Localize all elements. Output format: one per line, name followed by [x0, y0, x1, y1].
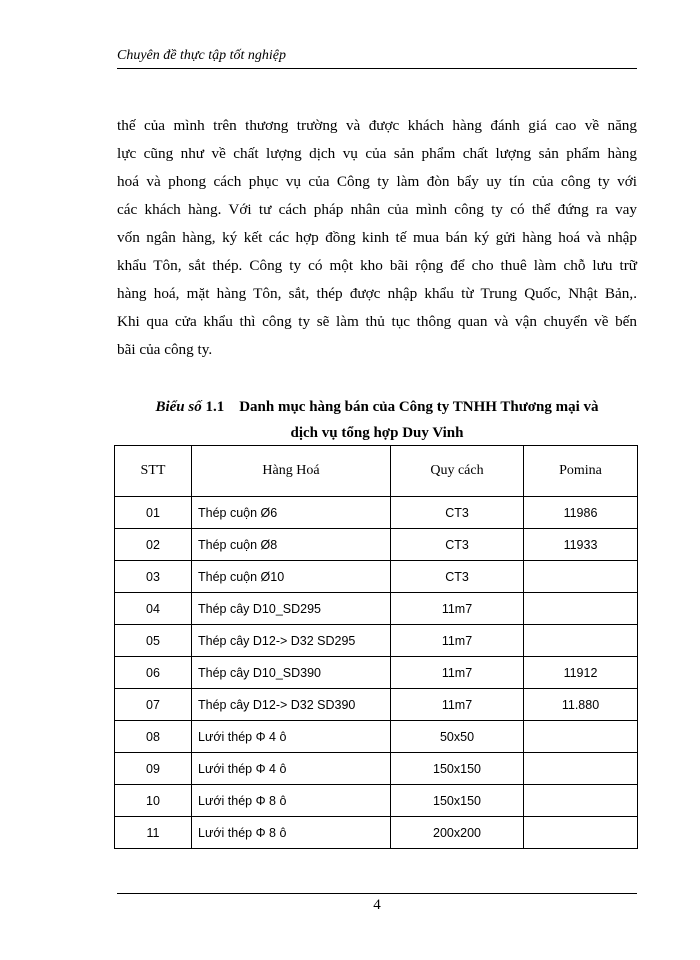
cell-stt: 08 — [115, 721, 192, 753]
caption-label: Biểu số — [155, 399, 202, 415]
cell-spec: CT3 — [391, 529, 524, 561]
paragraph-line: lực cũng như về chất lượng dịch vụ của sản phẩm chất lượng sản phẩm hàng — [117, 145, 637, 162]
cell-spec: CT3 — [391, 561, 524, 593]
page-header — [117, 46, 637, 69]
cell-stt: 04 — [115, 593, 192, 625]
paragraph-line: bãi của công ty. — [117, 341, 213, 358]
cell-goods: Lưới thép Φ 4 ô — [192, 721, 391, 753]
cell-stt: 01 — [115, 497, 192, 529]
cell-spec: 200x200 — [391, 817, 524, 849]
cell-goods: Thép cây D10_SD295 — [192, 593, 391, 625]
table-header-row — [115, 446, 638, 497]
cell-pomina: 11912 — [524, 657, 638, 689]
table-row — [115, 625, 638, 657]
cell-pomina: 11933 — [524, 529, 638, 561]
table-row — [115, 721, 638, 753]
paragraph-line: hoá và phong cách phục vụ của Công ty làm đòn bẩy uy tín của công ty với — [117, 173, 637, 190]
product-table — [114, 445, 638, 849]
header-title: Chuyên đề thực tập tốt nghiệp — [117, 48, 286, 63]
table-row — [115, 753, 638, 785]
table-caption — [117, 394, 637, 446]
table-row — [115, 785, 638, 817]
paragraph-line: hàng hoá, mặt hàng Tôn, sắt, thép được nhập khẩu từ Trung Quốc, Nhật Bản,. — [117, 285, 637, 302]
table-row — [115, 497, 638, 529]
cell-pomina — [524, 721, 638, 753]
caption-number: 1.1 — [205, 399, 225, 415]
cell-spec: 150x150 — [391, 753, 524, 785]
cell-goods: Lưới thép Φ 4 ô — [192, 753, 391, 785]
table-body — [115, 497, 638, 849]
cell-pomina — [524, 785, 638, 817]
cell-stt: 05 — [115, 625, 192, 657]
cell-pomina — [524, 561, 638, 593]
table-row — [115, 817, 638, 849]
table-row — [115, 689, 638, 721]
cell-stt: 09 — [115, 753, 192, 785]
cell-stt: 03 — [115, 561, 192, 593]
cell-stt: 02 — [115, 529, 192, 561]
header-pomina: Pomina — [524, 446, 638, 497]
table-row — [115, 593, 638, 625]
cell-spec: 150x150 — [391, 785, 524, 817]
page-number: 4 — [373, 897, 381, 913]
cell-goods: Thép cuộn Ø8 — [192, 529, 391, 561]
cell-goods: Thép cây D10_SD390 — [192, 657, 391, 689]
cell-goods: Thép cây D12-> D32 SD295 — [192, 625, 391, 657]
footer-divider — [117, 893, 637, 894]
paragraph-line: Khi qua cửa khẩu thì công ty sẽ làm thủ tục thông quan và vận chuyển về bến — [117, 313, 637, 330]
cell-spec: CT3 — [391, 497, 524, 529]
caption-title-line2: dịch vụ tổng hợp Duy Vinh — [290, 425, 464, 441]
paragraph-line: các khách hàng. Với tư cách pháp nhân của mình công ty có thể đứng ra vay — [117, 201, 637, 218]
cell-pomina — [524, 817, 638, 849]
cell-pomina: 11.880 — [524, 689, 638, 721]
cell-stt: 10 — [115, 785, 192, 817]
header-goods: Hàng Hoá — [192, 446, 391, 497]
cell-spec: 11m7 — [391, 593, 524, 625]
body-paragraph — [117, 112, 637, 364]
cell-pomina — [524, 625, 638, 657]
cell-spec: 50x50 — [391, 721, 524, 753]
cell-goods: Thép cây D12-> D32 SD390 — [192, 689, 391, 721]
cell-spec: 11m7 — [391, 689, 524, 721]
cell-spec: 11m7 — [391, 625, 524, 657]
cell-pomina — [524, 593, 638, 625]
cell-stt: 11 — [115, 817, 192, 849]
table-row — [115, 561, 638, 593]
header-stt: STT — [115, 446, 192, 497]
caption-title-line1: Danh mục hàng bán của Công ty TNHH Thương mại và — [239, 399, 599, 415]
table-row — [115, 529, 638, 561]
table-row — [115, 657, 638, 689]
cell-goods: Thép cuộn Ø10 — [192, 561, 391, 593]
cell-spec: 11m7 — [391, 657, 524, 689]
cell-stt: 07 — [115, 689, 192, 721]
paragraph-line: khẩu Tôn, sắt thép. Công ty có một kho bãi rộng để cho thuê làm chỗ lưu trữ — [117, 257, 637, 274]
header-spec: Quy cách — [391, 446, 524, 497]
cell-pomina: 11986 — [524, 497, 638, 529]
paragraph-line: vốn ngân hàng, ký kết các hợp đồng kinh tế mua bán ký gửi hàng hoá và nhập — [117, 229, 637, 246]
cell-pomina — [524, 753, 638, 785]
cell-goods: Thép cuộn Ø6 — [192, 497, 391, 529]
cell-stt: 06 — [115, 657, 192, 689]
cell-goods: Lưới thép Φ 8 ô — [192, 785, 391, 817]
cell-goods: Lưới thép Φ 8 ô — [192, 817, 391, 849]
paragraph-line: thế của mình trên thương trường và được khách hàng đánh giá cao về năng — [117, 117, 637, 134]
